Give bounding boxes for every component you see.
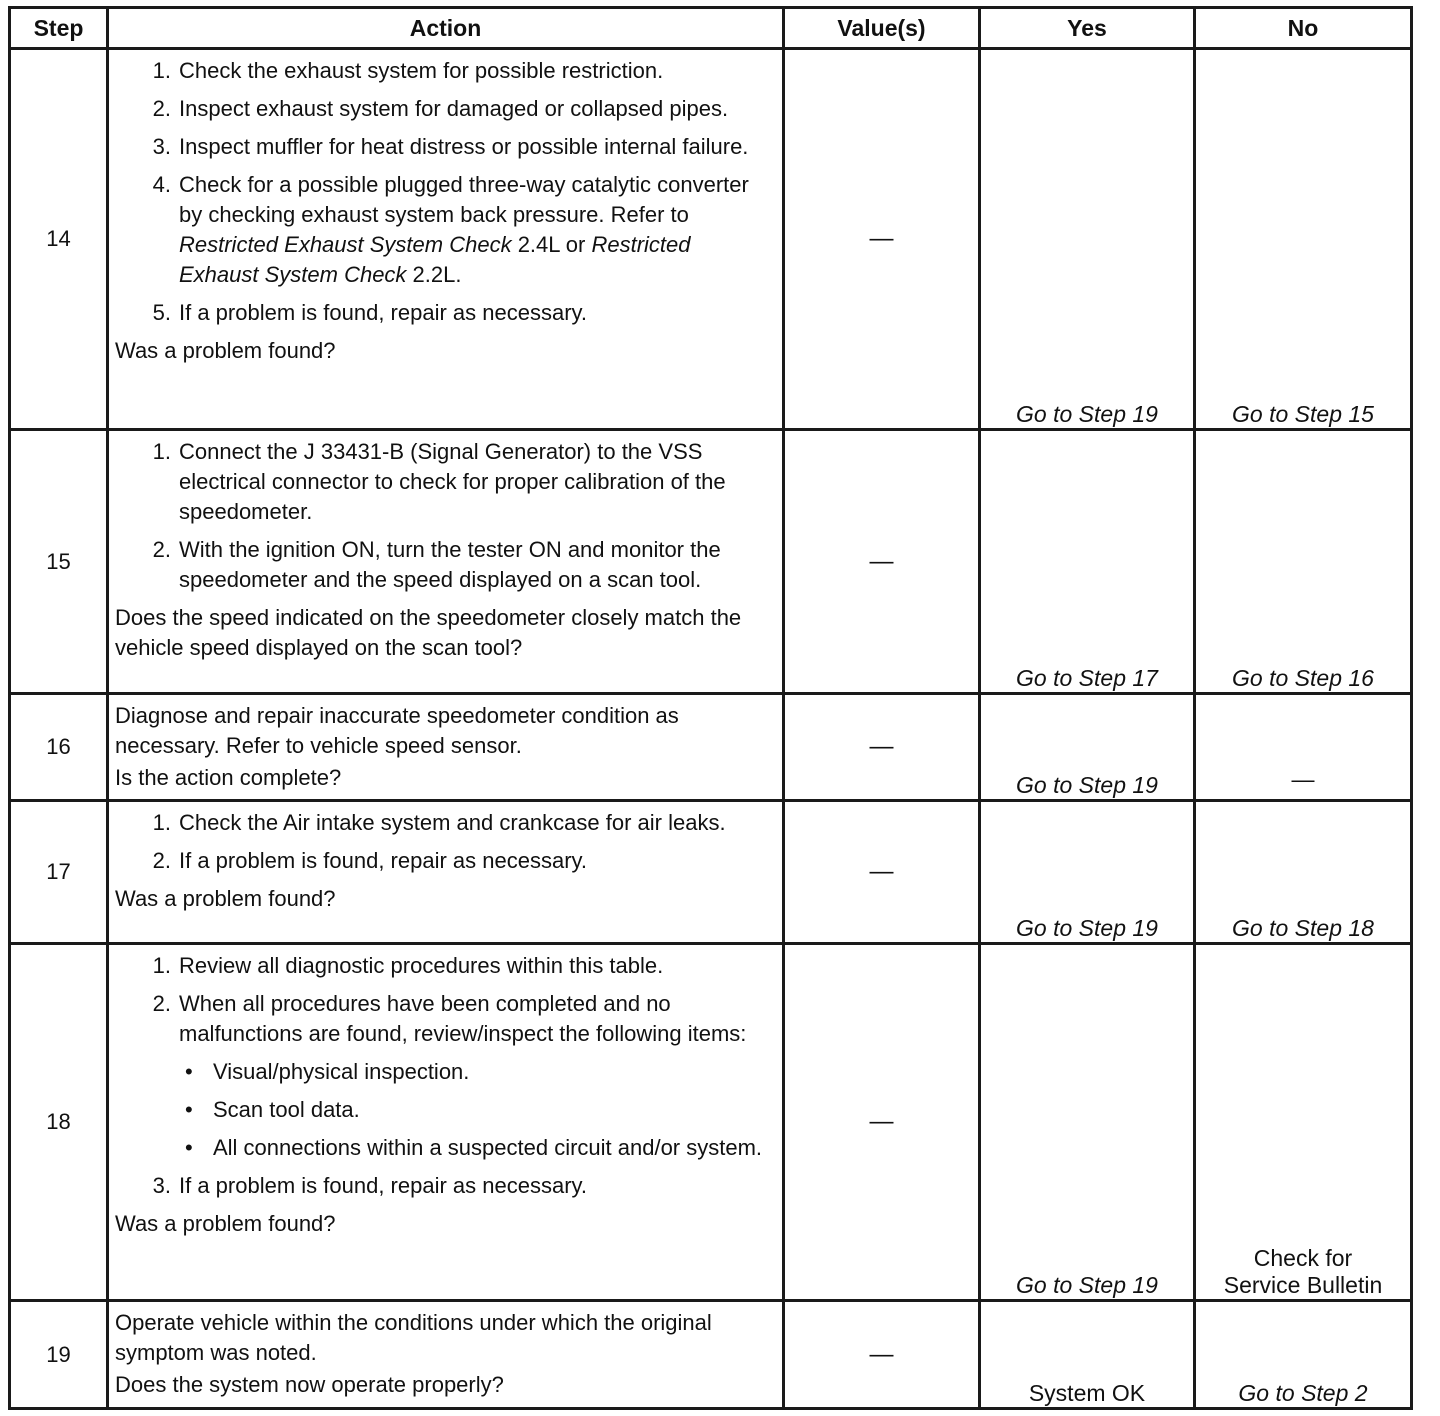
table-row-step-17 [10,801,1412,944]
table-row-step-16 [10,694,1412,801]
yes-link[interactable]: Go to Step 19 [980,694,1195,801]
step-number: 15 [10,430,108,694]
action-cell [108,1301,784,1409]
header-action: Action [108,8,784,49]
question-text: Was a problem found? [115,1211,336,1236]
no-result-line: Service Bulletin [1223,1272,1383,1298]
question-text: Was a problem found? [115,886,336,911]
bullet-item: • All connections within a suspected circuit and/or system. [179,1133,774,1163]
action-cell [108,430,784,694]
list-item: 2. When all procedures have been completed and no malfunctions are found, review/inspect the following items: • Visual/physical inspection. • Scan tool data. • All connections within a suspected circuit and/or system. [115,989,774,1163]
no-link[interactable]: Go to Step 15 [1195,49,1412,430]
step-number: 19 [10,1301,108,1409]
table-row-step-19 [10,1301,1412,1409]
no-result-line: Check for [1253,1245,1353,1271]
list-item: 2. If a problem is found, repair as necessary. [152,848,588,873]
list-item: 2. Inspect exhaust system for damaged or collapsed pipes. [152,96,729,121]
list-item: 1. Check the Air intake system and crankcase for air leaks. [152,810,726,835]
yes-result: System OK [980,1301,1195,1409]
step-number: 18 [10,944,108,1301]
header-row [10,8,1412,49]
list-item: 5. If a problem is found, repair as necessary. [152,300,588,325]
yes-link[interactable]: Go to Step 19 [980,49,1195,430]
question-text: Does the speed indicated on the speedometer closely match the vehicle speed displayed on the scan tool? [115,605,742,660]
question-text: Is the action complete? [115,765,342,790]
action-cell [108,694,784,801]
yes-link[interactable]: Go to Step 19 [980,801,1195,944]
procedure-reference: Restricted Exhaust System Check [179,232,691,287]
header-no: No [1195,8,1412,49]
bullet-item: • Visual/physical inspection. [179,1057,774,1087]
no-result: — [1195,694,1412,801]
question-text: Was a problem found? [115,338,336,363]
no-link[interactable]: Go to Step 16 [1195,430,1412,694]
action-text: Operate vehicle within the conditions under which the original symptom was noted. [115,1310,712,1365]
list-item: 1. Connect the J 33431-B (Signal Generator) to the VSS electrical connector to check for proper calibration of the speedometer. [152,439,726,524]
action-cell [108,801,784,944]
bullet-icon: • [185,1135,193,1160]
bullet-item: • Scan tool data. [179,1095,774,1125]
bullet-icon: • [185,1059,193,1084]
list-item: 3. Inspect muffler for heat distress or possible internal failure. [152,134,749,159]
value-cell: — [784,801,980,944]
no-link[interactable]: Go to Step 18 [1195,801,1412,944]
value-cell: — [784,1301,980,1409]
value-cell: — [784,49,980,430]
header-step: Step [10,8,108,49]
table-row-step-15 [10,430,1412,694]
action-cell [108,49,784,430]
no-result [1195,944,1412,1301]
table-row-step-18 [10,944,1412,1301]
question-text: Does the system now operate properly? [115,1372,504,1397]
value-cell: — [784,430,980,694]
step-number: 17 [10,801,108,944]
list-item: 2. With the ignition ON, turn the tester ON and monitor the speedometer and the speed displayed on a scan tool. [152,537,721,592]
header-yes: Yes [980,8,1195,49]
action-text: Diagnose and repair inaccurate speedometer condition as necessary. Refer to vehicle speed sensor. [115,703,679,758]
header-values: Value(s) [784,8,980,49]
yes-link[interactable]: Go to Step 19 [980,944,1195,1301]
list-item: 4. Check for a possible plugged three-way catalytic converter by checking exhaust system back pressure. Refer to Restricted Exhaust System Check 2.4L or Restricted Exhaust System Check 2.2L. [152,172,749,287]
yes-link[interactable]: Go to Step 17 [980,430,1195,694]
no-link[interactable]: Go to Step 2 [1195,1301,1412,1409]
procedure-reference: Restricted Exhaust System Check [179,232,512,257]
list-item: 3. If a problem is found, repair as necessary. [152,1173,588,1198]
step-number: 14 [10,49,108,430]
table-row-step-14 [10,49,1412,430]
bullet-icon: • [185,1097,193,1122]
list-item: 1. Review all diagnostic procedures within this table. [152,953,664,978]
diagnostic-table [8,6,1413,1410]
action-cell [108,944,784,1301]
step-number: 16 [10,694,108,801]
value-cell: — [784,944,980,1301]
value-cell: — [784,694,980,801]
list-item: 1. Check the exhaust system for possible restriction. [152,58,664,83]
